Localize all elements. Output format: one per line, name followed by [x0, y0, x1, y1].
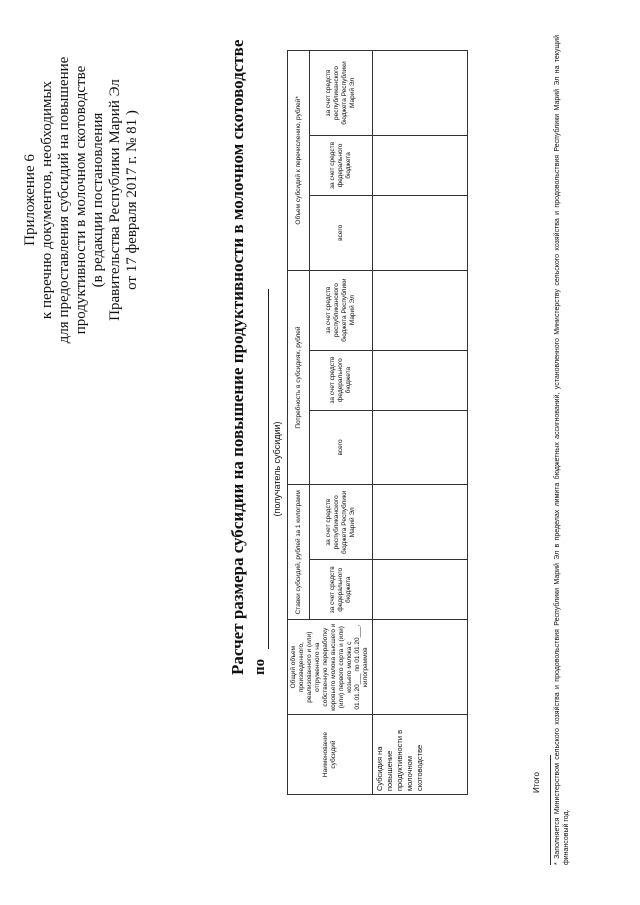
- appendix-header: [22, 30, 141, 370]
- recipient-caption: (получатель субсидии): [272, 421, 282, 517]
- table-cell: [373, 560, 468, 620]
- table-cell: [373, 270, 468, 350]
- appendix-line: для предоставления субсидий на повышение: [56, 56, 72, 344]
- header-need-federal: за счет средств федерального бюджета: [310, 350, 373, 410]
- recipient-prefix: по: [252, 658, 268, 675]
- row-label-line: повышение: [385, 750, 394, 791]
- row-label-line: продуктивности в: [395, 729, 404, 791]
- footnote: * Заполняется Министерством сельского хозяйства и продовольствия Республики Марий Эл в пределах лимита бюджетных ассигнований, установленного Министерству сельского хозяйства и продовольствия Республики Марий Эл на текущий финансовый год.: [554, 35, 570, 865]
- document-title: Расчет размера субсидии на повышение продуктивности в молочном скотоводстве: [228, 39, 247, 675]
- recipient-underline: [268, 289, 269, 649]
- row-label-cell: [373, 715, 468, 795]
- header-rates-federal: за счет средств федерального бюджета: [310, 560, 373, 620]
- header-need-group: Потребность в субсидиях, рублей: [288, 270, 310, 485]
- table-cell: [373, 135, 468, 195]
- table-cell: [373, 350, 468, 410]
- header-need-republic: за счет средств республиканского бюджета Республики Марий Эл: [310, 270, 373, 350]
- appendix-line: (в редакции постановления: [90, 112, 106, 288]
- subsidy-calculation-table: [287, 50, 468, 795]
- header-rates-group: Ставки субсидий, рублей за 1 килограмм: [288, 485, 310, 620]
- header-volume-transfer-group: Объем субсидий к перечислению, рублей*: [288, 51, 310, 271]
- table-cell: [373, 485, 468, 560]
- row-label-line: молочном: [405, 755, 414, 791]
- header-rates-republic: за счет средств республиканского бюджета Республики Марий Эл: [310, 485, 373, 560]
- appendix-line: Приложение 6: [22, 154, 38, 246]
- total-label: Итого: [532, 772, 541, 793]
- header-transfer-federal: за счет средств федерального бюджета: [310, 135, 373, 195]
- header-name: Наименование субсидий: [288, 715, 373, 795]
- header-transfer-republic: за счет средств республиканского бюджета Республики Марий Эл: [310, 51, 373, 136]
- appendix-line: от 17 февраля 2017 г. № 81 ): [124, 110, 140, 290]
- table-cell: [373, 410, 468, 485]
- header-volume: Общий объем произведенного, реализованного и (или) отгруженного на собственную переработку коровьего молока высшего и (или) первого сорта и (или) козьего молока с 01.01.20___ по 01.01.20___, килограммов: [288, 620, 373, 715]
- row-label-line: Субсидия на: [375, 746, 384, 791]
- appendix-line: продуктивности в молочном скотоводстве: [73, 65, 89, 335]
- appendix-line: к перечню документов, необходимых: [39, 80, 55, 320]
- header-transfer-total: всего: [310, 195, 373, 270]
- table-cell: [373, 195, 468, 270]
- table-cell: [373, 51, 468, 136]
- table-cell: [373, 620, 468, 715]
- appendix-line: Правительства Республики Марий Эл: [107, 79, 123, 321]
- row-label-line: скотоводстве: [415, 744, 424, 791]
- header-need-total: всего: [310, 410, 373, 485]
- footnote-divider: [550, 755, 551, 865]
- table-row: [373, 51, 468, 795]
